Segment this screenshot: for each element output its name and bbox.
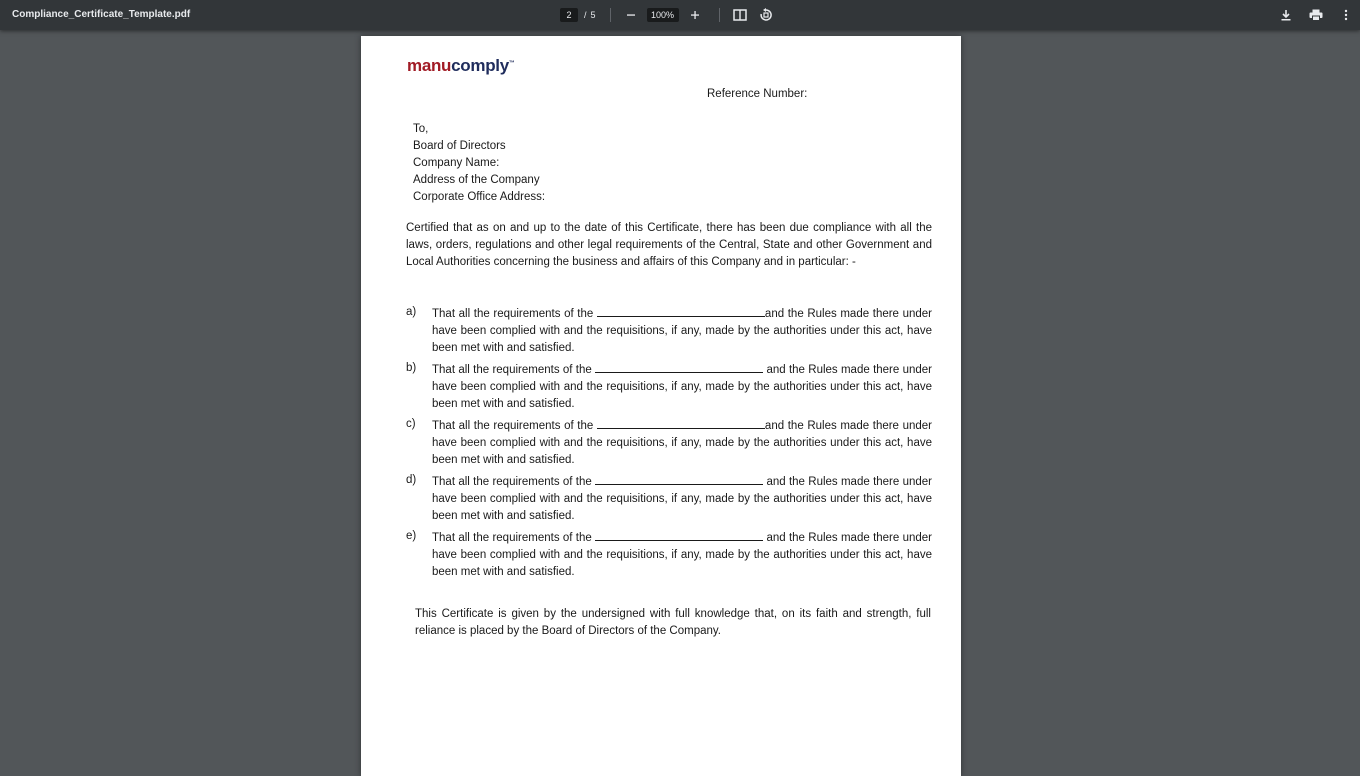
item-text-pre: That all the requirements of the bbox=[432, 364, 592, 376]
item-label: c) bbox=[406, 418, 416, 430]
item-text-post: and the Rules made there under have been complied with and the requisitions, if any, made by the authorities under this act, have been met with and satisfied. bbox=[432, 476, 933, 522]
address-line: Address of the Company bbox=[413, 174, 540, 186]
toolbar-right-controls bbox=[1276, 0, 1356, 30]
certification-paragraph: Certified that as on and up to the date of this Certificate, there has been due compliance with all the laws, orders, regulations and other legal requirements of the Central, State and other Government and Local Authorities concerning the business and affairs of this Company and in particular: - bbox=[406, 222, 932, 268]
address-line: Board of Directors bbox=[413, 140, 506, 152]
company-logo bbox=[407, 56, 515, 76]
zoom-level-input[interactable]: 100% bbox=[647, 8, 679, 22]
zoom-in-button[interactable] bbox=[685, 5, 705, 25]
item-text-post: and the Rules made there under have been complied with and the requisitions, if any, made by the authorities under this act, have been met with and satisfied. bbox=[432, 420, 932, 466]
fit-page-button[interactable] bbox=[730, 5, 750, 25]
more-icon bbox=[1344, 9, 1348, 21]
blank-line bbox=[595, 528, 763, 541]
item-label: a) bbox=[406, 306, 417, 318]
item-text bbox=[432, 528, 932, 581]
document-title: Compliance_Certificate_Template.pdf bbox=[12, 9, 191, 20]
item-text bbox=[432, 360, 932, 413]
download-button[interactable] bbox=[1276, 5, 1296, 25]
address-line: Corporate Office Address: bbox=[413, 191, 546, 203]
item-label: b) bbox=[406, 362, 417, 374]
closing-paragraph: This Certificate is given by the undersigned with full knowledge that, on its faith and strength, full reliance is placed by the Board of Directors of the Company. bbox=[415, 608, 931, 637]
fit-page-icon bbox=[733, 9, 747, 21]
plus-icon bbox=[690, 10, 700, 20]
toolbar-divider bbox=[610, 8, 611, 22]
blank-line bbox=[597, 304, 765, 317]
pdf-toolbar bbox=[0, 0, 1360, 30]
rotate-icon bbox=[759, 8, 773, 22]
logo-trademark: ™ bbox=[508, 60, 515, 67]
logo-text-comply: comply bbox=[451, 56, 509, 75]
item-text-post: and the Rules made there under have been complied with and the requisitions, if any, made by the authorities under this act, have been met with and satisfied. bbox=[432, 532, 933, 578]
item-label: d) bbox=[406, 474, 417, 486]
address-block bbox=[413, 121, 545, 206]
item-text-post: and the Rules made there under have been complied with and the requisitions, if any, made by the authorities under this act, have been met with and satisfied. bbox=[432, 308, 932, 354]
item-text-pre: That all the requirements of the bbox=[432, 308, 594, 320]
address-line: Company Name: bbox=[413, 157, 500, 169]
page-number-input[interactable]: 2 bbox=[560, 8, 578, 22]
logo-text-manu: manu bbox=[407, 56, 452, 75]
zoom-out-button[interactable] bbox=[621, 5, 641, 25]
item-text-pre: That all the requirements of the bbox=[432, 476, 592, 488]
item-text-pre: That all the requirements of the bbox=[432, 532, 592, 544]
blank-line bbox=[597, 416, 765, 429]
item-text bbox=[432, 304, 932, 357]
pdf-page bbox=[361, 36, 961, 776]
item-text-post: and the Rules made there under have been complied with and the requisitions, if any, made by the authorities under this act, have been met with and satisfied. bbox=[432, 364, 933, 410]
address-line: To, bbox=[413, 123, 429, 135]
page-separator: / bbox=[584, 10, 587, 20]
reference-number-label: Reference Number: bbox=[707, 88, 808, 100]
item-text bbox=[432, 472, 932, 525]
download-icon bbox=[1280, 9, 1292, 21]
more-options-button[interactable] bbox=[1336, 5, 1356, 25]
blank-line bbox=[595, 472, 763, 485]
print-button[interactable] bbox=[1306, 5, 1326, 25]
print-icon bbox=[1309, 9, 1323, 21]
blank-line bbox=[595, 360, 763, 373]
minus-icon bbox=[626, 10, 636, 20]
item-label: e) bbox=[406, 530, 417, 542]
toolbar-divider bbox=[719, 8, 720, 22]
rotate-button[interactable] bbox=[756, 5, 776, 25]
item-text bbox=[432, 416, 932, 469]
item-text-pre: That all the requirements of the bbox=[432, 420, 594, 432]
page-total: 5 bbox=[590, 10, 596, 20]
toolbar-center-controls bbox=[560, 0, 776, 30]
